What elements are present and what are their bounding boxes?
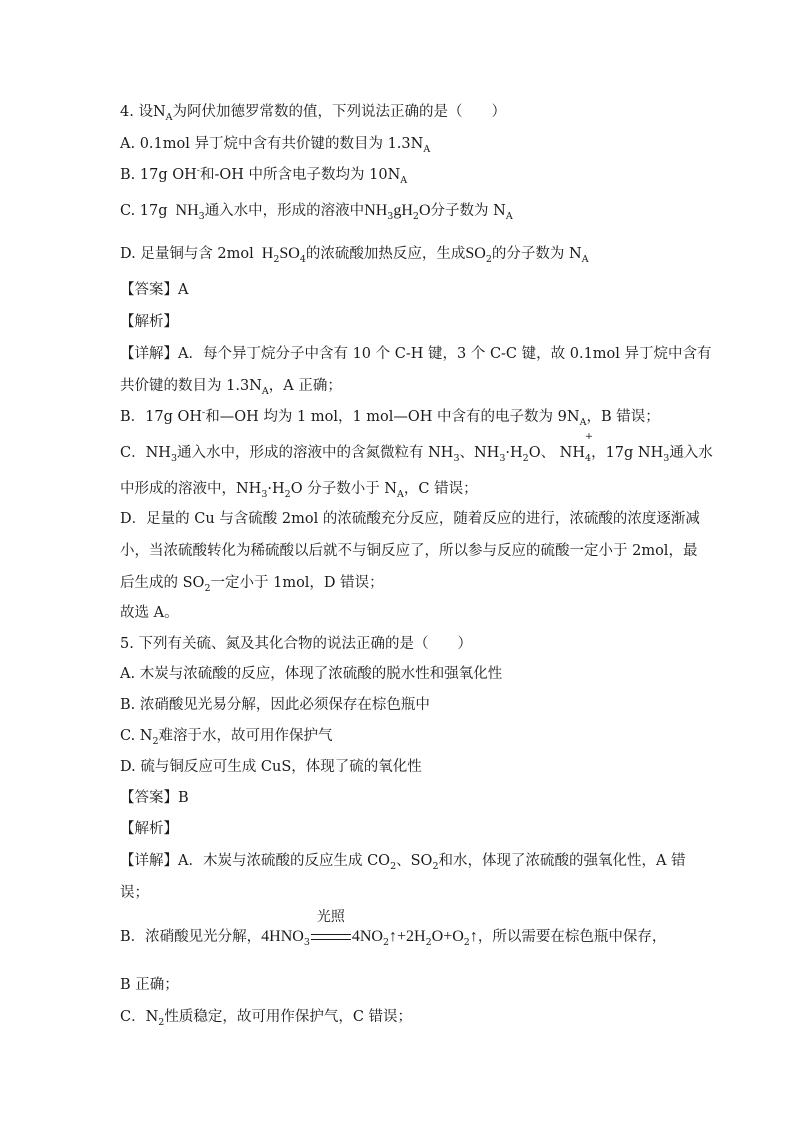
q5-detail-c: C．$N_2$性质稳定，故可用作保护气，C 错误； [120,1009,413,1028]
q4-detail-c-line1: C．$NH_3$通入水中，形成的溶液中的含氮微粒有 $NH_3$、$NH_3\cdot H_2O$、 NH + $_4$，17g $NH_3$通入水 [120,431,713,464]
q5-detail-a-line1: 【详解】A．木炭与浓硫酸的反应生成 $CO_2$、$SO_2$和水，体现了浓硫酸的强氧化性，A 错 [120,853,686,872]
q4-answer: 【答案】A [120,282,189,298]
q4-option-d: D. 足量铜与含 2mol $H_2SO_4$的浓硫酸加热反应，生成$SO_2$的分子数为 $N_A$ [120,245,589,265]
q5-answer: 【答案】B [120,790,189,806]
q5-option-d: D. 硫与铜反应可生成 CuS，体现了硫的氧化性 [120,759,422,775]
q5-stem: 5. 下列有关硫、氮及其化合物的说法正确的是（ ） [120,636,472,652]
q4-detail-d-line2: 小，当浓硫酸转化为稀硫酸以后就不与铜反应了，所以参与反应的硫酸一定小于 2mol，最 [120,543,698,559]
q4-option-a: A. 0.1mol 异丁烷中含有共价键的数目为 $1.3N_A$ [120,136,431,155]
q4-detail-c-line2: 中形成的溶液中，$NH_3\cdot H_2O$ 分子数小于 $N_A$，C 错误； [120,481,478,500]
q5-option-b: B. 浓硝酸见光易分解，因此必须保存在棕色瓶中 [120,697,430,713]
q4-detail-d-line3: 后生成的 $SO_2$一定小于 1mol，D 错误； [120,575,384,594]
q4-stem: 4. 设$N_A$为阿伏加德罗常数的值，下列说法正确的是（ ） [120,104,507,123]
q5-detail-b-line2: B 正确； [120,977,179,993]
q4-conclusion: 故选 A。 [120,605,179,621]
q4-detail-a-line1: 【详解】A．每个异丁烷分子中含有 10 个 C-H 键，3 个 C-C 键，故 0.1mol 异丁烷中含有 [120,346,712,362]
q4-detail-d-line1: D．足量的 Cu 与含硫酸 2mol 的浓硫酸充分反应，随着反应的进行，浓硫酸的浓度逐渐减 [120,511,700,527]
q4-option-c: C. 17g $NH_3$通入水中，形成的溶液中$NH_3gH_2O$分子数为 $N_A$ [120,202,513,222]
q5-option-a: A. 木炭与浓硫酸的反应，体现了浓硫酸的脱水性和强氧化性 [120,666,503,682]
q4-detail-b: B．17g OH-和—OH 均为 1 mol，1 mol—OH 中含有的电子数为 $9N_A$，B 错误； [120,407,660,428]
reaction-condition-arrow: 光照 [310,927,352,947]
q4-option-b: B. 17g OH-和-OH 中所含电子数均为 $10N_A$ [120,165,408,186]
q4-detail-a-line2: 共价键的数目为 $1.3N_A$，A 正确； [120,378,342,397]
q5-detail-b-line1: B．浓硝酸见光分解，$4HNO_3$ 光照 $4NO_2↑+2H_2O+O_2↑$，所以需要在棕色瓶中保存， [120,909,667,948]
q4-analysis-heading: 【解析】 [120,314,178,330]
q5-analysis-heading: 【解析】 [120,821,178,837]
q5-option-c: C. $N_2$难溶于水，故可用作保护气 [120,728,333,747]
q5-detail-a-line2: 误； [120,885,149,901]
